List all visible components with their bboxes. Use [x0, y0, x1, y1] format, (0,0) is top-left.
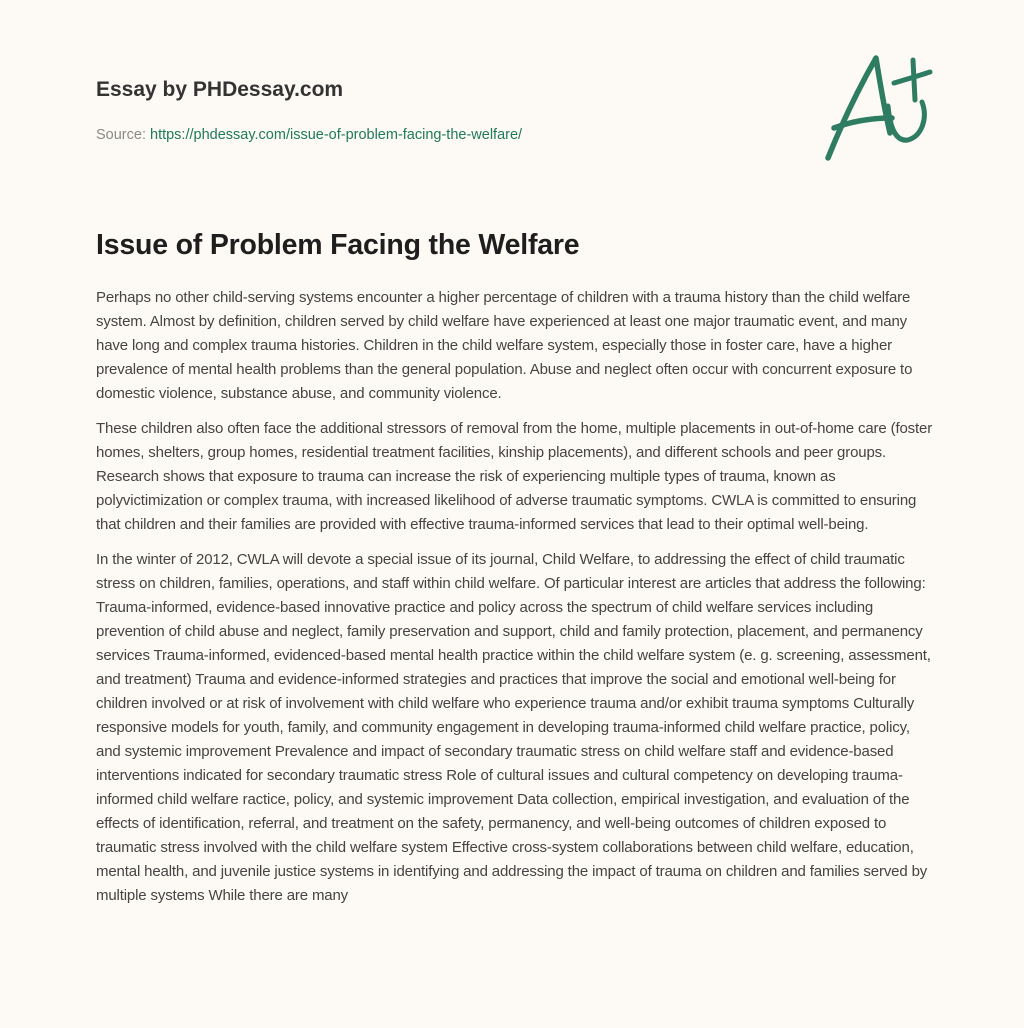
essay-paragraph: Perhaps no other child-serving systems encounter a higher percentage of children with a trauma history than the child welfare system. Almost by definition, children served by child welfare have experienced at least one major traumatic event, and many have long and complex trauma histories. Children in the child welfare system, especially those in foster care, have a higher prevalence of mental health problems than the general population. Abuse and neglect often occur with concurrent exposure to domestic violence, substance abuse, and community violence. — [96, 289, 913, 402]
source-link[interactable]: https://phdessay.com/issue-of-problem-facing-the-welfare/ — [150, 127, 523, 143]
essay-paragraph: These children also often face the additional stressors of removal from the home, multiple placements in out-of-home care (foster homes, shelters, group homes, residential treatment facilities, kinship placements), and different schools and peer groups. Research shows that exposure to trauma can increase the risk of experiencing multiple types of trauma, known as polyvictimization or complex trauma, with increased likelihood of adverse traumatic symptoms. CWLA is committed to ensuring that children and their families are provided with effective trauma-informed services that lead to their optimal well-being. — [96, 420, 933, 533]
essay-paragraph: In the winter of 2012, CWLA will devote a special issue of its journal, Child Welfare, to addressing the effect of child traumatic stress on children, families, operations, and staff within child welfare. Of particular interest are articles that address the following: Trauma-informed, evidence-based innovative practice and policy across the spectrum of child welfare services including prevention of child abuse and neglect, family preservation and support, child and family protection, placement, and permanency services Trauma-informed, evidenced-based mental health practice within the child welfare system (e. g. screening, assessment, and treatment) Trauma and evidence-informed strategies and practices that improve the social and emotional well-being for children involved or at risk of involvement with child welfare who experience trauma and/or exhibit trauma symptoms Culturally responsive models for youth, family, and community engagement in developing trauma-informed child welfare practice, policy, and systemic improvement Prevalence and impact of secondary traumatic stress on child welfare staff and evidence-based interventions indicated for secondary traumatic stress Role of cultural issues and cultural competency on developing trauma-informed child welfare ractice, policy, and systemic improvement Data collection, empirical investigation, and evaluation of the effects of identification, referral, and treatment on the safety, permanency, and well-being outcomes of children exposed to traumatic stress involved with the child welfare system Effective cross-system collaborations between child welfare, education, mental health, and juvenile justice systems in identifying and addressing the impact of trauma on children and families served by multiple systems While there are many — [96, 551, 931, 904]
essay-title: Issue of Problem Facing the Welfare — [96, 229, 580, 261]
a-plus-grade-icon — [818, 38, 933, 168]
essay-header — [96, 76, 796, 145]
source-label: Source: — [96, 127, 150, 143]
essay-body — [96, 286, 934, 919]
site-brand: Essay by PHDessay.com — [96, 78, 344, 101]
source-line — [96, 125, 796, 145]
